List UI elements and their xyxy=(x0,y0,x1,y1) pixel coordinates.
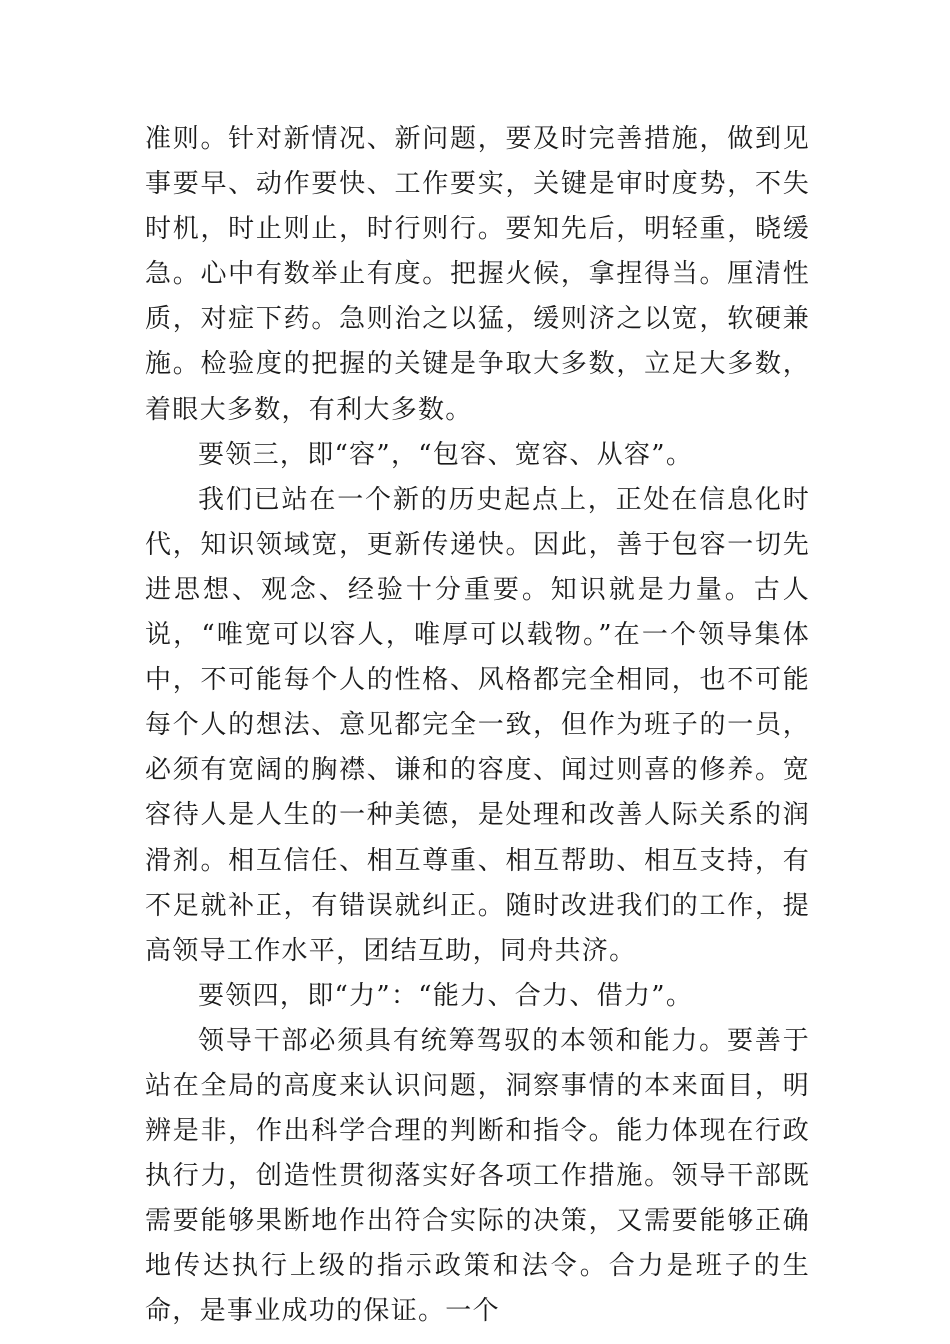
document-body xyxy=(145,117,810,1335)
paragraph-1: 准则。针对新情况、新问题，要及时完善措施，做到见事要早、动作要快、工作要实，关键是审时度势，不失时机，时止则止，时行则行。要知先后，明轻重，晓缓急。心中有数举止有度。把握火候，拿捏得当。厘清性质，对症下药。急则治之以猛，缓则济之以宽，软硬兼施。检验度的把握的关键是争取大多数，立足大多数，着眼大多数，有利大多数。 xyxy=(145,124,810,425)
paragraph-heading-3: 要领三，即“容”，“包容、宽容、从容”。 xyxy=(198,439,694,470)
paragraph-2: 我们已站在一个新的历史起点上，正处在信息化时代，知识领域宽，更新传递快。因此，善于包容一切先进思想、观念、经验十分重要。知识就是力量。古人说，“唯宽可以容人，唯厚可以载物。”在一个领导集体中，不可能每个人的性格、风格都完全相同，也不可能每个人的想法、意见都完全一致，但作为班子的一员，必须有宽阔的胸襟、谦和的容度、闻过则喜的修养。宽容待人是人生的一种美德，是处理和改善人际关系的润滑剂。相互信任、相互尊重、相互帮助、相互支持，有不足就补正，有错误就纠正。随时改进我们的工作，提高领导工作水平，团结互助，同舟共济。 xyxy=(145,484,810,966)
paragraph-heading-4: 要领四，即“力”：“能力、合力、借力”。 xyxy=(198,980,694,1011)
paragraph-3: 领导干部必须具有统筹驾驭的本领和能力。要善于站在全局的高度来认识问题，洞察事情的本来面目，明辨是非，作出科学合理的判断和指令。能力体现在行政执行力，创造性贯彻落实好各项工作措施。领导干部既需要能够果断地作出符合实际的决策，又需要能够正确地传达执行上级的指示政策和法令。合力是班子的生命，是事业成功的保证。一个 xyxy=(145,1025,810,1327)
